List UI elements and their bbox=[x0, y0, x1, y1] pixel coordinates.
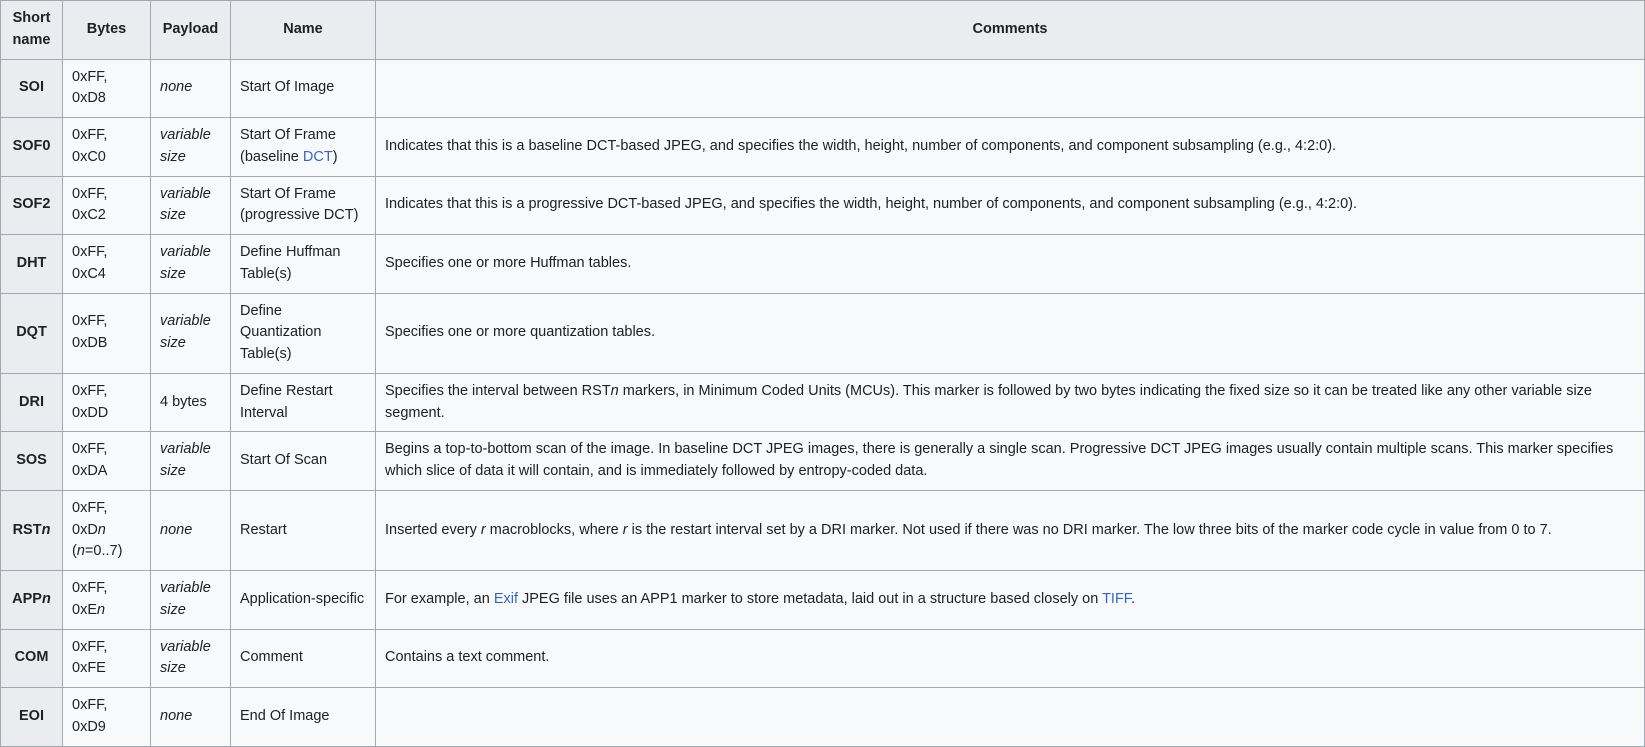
table-row bbox=[1, 571, 1645, 630]
short-name-text: APP bbox=[12, 590, 42, 607]
bytes-line1: 0xFF, bbox=[72, 499, 108, 516]
cell-payload bbox=[151, 293, 231, 373]
table-row bbox=[1, 688, 1645, 747]
bytes-var-n: n bbox=[97, 601, 106, 618]
cell-bytes: 0xFF, 0xD9 bbox=[63, 688, 151, 747]
cell-name: Start Of Scan bbox=[231, 432, 376, 491]
cell-comments bbox=[376, 59, 1645, 118]
comment-var-n: n bbox=[610, 382, 619, 399]
cell-name: End Of Image bbox=[231, 688, 376, 747]
cell-bytes: 0xFF, 0xD8 bbox=[63, 59, 151, 118]
name-text-suffix: ) bbox=[332, 148, 338, 165]
cell-short-name: SOF0 bbox=[1, 118, 63, 177]
comment-var-r1: r bbox=[480, 521, 486, 538]
comment-text-c: is the restart interval set by a DRI marker. Not used if there was no DRI marker. The low three bits of the marker code cycle in value from 0 to 7. bbox=[627, 521, 1552, 538]
cell-comments bbox=[376, 373, 1645, 432]
cell-short-name: COM bbox=[1, 629, 63, 688]
cell-payload bbox=[151, 118, 231, 177]
cell-comments bbox=[376, 688, 1645, 747]
cell-comments bbox=[376, 571, 1645, 630]
table-row bbox=[1, 235, 1645, 294]
payload-text-line1: variable bbox=[160, 580, 211, 596]
cell-comments: Indicates that this is a progressive DCT-based JPEG, and specifies the width, height, number of components, and component subsampling (e.g., 4:2:0). bbox=[376, 176, 1645, 235]
table-header bbox=[1, 1, 1645, 60]
payload-text-line1: variable bbox=[160, 127, 211, 143]
payload-text-line1: variable bbox=[160, 638, 211, 655]
payload-text-line1: variable bbox=[160, 313, 211, 330]
cell-comments: Contains a text comment. bbox=[376, 629, 1645, 688]
table-row bbox=[1, 629, 1645, 688]
comment-text-a: Specifies the interval between RST bbox=[385, 382, 611, 399]
cell-bytes: 0xFF, 0xDB bbox=[63, 293, 151, 373]
cell-short-name: SOI bbox=[1, 59, 63, 118]
cell-bytes: 0xFF, 0xC4 bbox=[63, 235, 151, 294]
cell-short-name bbox=[1, 490, 63, 570]
table-row bbox=[1, 118, 1645, 177]
comment-text-b: markers, in Minimum Coded Units (MCUs). This marker is followed by two bytes indicating the fixed size so it can be treated like any other variable size segment. bbox=[385, 382, 1592, 421]
comment-text-b: JPEG file uses an APP1 marker to store metadata, laid out in a structure based closely on bbox=[517, 590, 1103, 607]
cell-name: Start Of Image bbox=[231, 59, 376, 118]
cell-name: Define Huffman Table(s) bbox=[231, 235, 376, 294]
table-row bbox=[1, 59, 1645, 118]
cell-payload bbox=[151, 235, 231, 294]
column-header-payload: Payload bbox=[151, 1, 231, 60]
payload-text-line1: variable bbox=[160, 244, 211, 260]
payload-text-line2: size bbox=[160, 463, 186, 479]
cell-short-name: SOF2 bbox=[1, 176, 63, 235]
short-name-var-n: n bbox=[41, 521, 51, 538]
cell-name: Restart bbox=[231, 490, 376, 570]
cell-payload: none bbox=[151, 490, 231, 570]
comment-text-b: macroblocks, where bbox=[485, 521, 623, 538]
cell-name: Comment bbox=[231, 629, 376, 688]
bytes-text: 0xFF, 0xE bbox=[72, 580, 108, 618]
cell-short-name: DHT bbox=[1, 235, 63, 294]
cell-bytes bbox=[63, 490, 151, 570]
comment-var-r2: r bbox=[622, 521, 628, 538]
table-header-row bbox=[1, 1, 1645, 60]
cell-payload bbox=[151, 629, 231, 688]
column-header-comments: Comments bbox=[376, 1, 1645, 60]
cell-comments: Indicates that this is a baseline DCT-based JPEG, and specifies the width, height, number of components, and component subsampling (e.g., 4:2:0). bbox=[376, 118, 1645, 177]
column-header-short-name: Short name bbox=[1, 1, 63, 60]
name-text-prefix: Start Of Frame (baseline bbox=[240, 127, 336, 165]
bytes-var-n: n bbox=[97, 521, 106, 538]
cell-short-name: DRI bbox=[1, 373, 63, 432]
cell-name: Start Of Frame (progressive DCT) bbox=[231, 176, 376, 235]
table-row bbox=[1, 432, 1645, 491]
tiff-link[interactable]: TIFF bbox=[1102, 590, 1132, 607]
dct-link[interactable]: DCT bbox=[302, 148, 333, 165]
cell-short-name: SOS bbox=[1, 432, 63, 491]
comment-text-a: Inserted every bbox=[385, 521, 481, 538]
cell-name: Define Quantization Table(s) bbox=[231, 293, 376, 373]
payload-text-line2: size bbox=[160, 207, 186, 224]
comment-text-c: . bbox=[1131, 590, 1136, 607]
cell-short-name: EOI bbox=[1, 688, 63, 747]
table-body bbox=[1, 59, 1645, 746]
cell-payload bbox=[151, 571, 231, 630]
column-header-name: Name bbox=[231, 1, 376, 60]
cell-bytes bbox=[63, 571, 151, 630]
cell-payload bbox=[151, 176, 231, 235]
cell-bytes: 0xFF, 0xFE bbox=[63, 629, 151, 688]
column-header-bytes: Bytes bbox=[63, 1, 151, 60]
cell-bytes: 0xFF, 0xDD bbox=[63, 373, 151, 432]
cell-comments: Begins a top-to-bottom scan of the image. In baseline DCT JPEG images, there is generally a single scan. Progressive DCT JPEG images usually contain multiple scans. This marker specifies which slice of data it will contain, and is immediately followed by entropy-coded data. bbox=[376, 432, 1645, 491]
short-name-text: RST bbox=[12, 521, 42, 538]
table-row bbox=[1, 293, 1645, 373]
payload-text-line2: size bbox=[160, 265, 186, 282]
cell-name bbox=[231, 118, 376, 177]
cell-bytes: 0xFF, 0xC2 bbox=[63, 176, 151, 235]
cell-short-name: DQT bbox=[1, 293, 63, 373]
payload-text-line2: size bbox=[160, 601, 186, 618]
payload-text-line1: variable bbox=[160, 441, 211, 458]
payload-text-line2: size bbox=[160, 335, 186, 352]
bytes-line2: 0xD bbox=[72, 521, 98, 538]
cell-bytes: 0xFF, 0xC0 bbox=[63, 118, 151, 177]
bytes-line3-open: ( bbox=[72, 543, 77, 560]
exif-link[interactable]: Exif bbox=[493, 590, 518, 607]
table-row bbox=[1, 490, 1645, 570]
payload-text-line1: variable bbox=[160, 185, 211, 202]
bytes-line3-var-n: n bbox=[76, 543, 85, 560]
payload-text-line2: size bbox=[160, 148, 186, 165]
cell-payload: 4 bytes bbox=[151, 373, 231, 432]
cell-name: Application-specific bbox=[231, 571, 376, 630]
cell-payload bbox=[151, 432, 231, 491]
cell-comments: Specifies one or more Huffman tables. bbox=[376, 235, 1645, 294]
table-row bbox=[1, 176, 1645, 235]
cell-comments bbox=[376, 490, 1645, 570]
cell-comments: Specifies one or more quantization tables. bbox=[376, 293, 1645, 373]
cell-name: Define Restart Interval bbox=[231, 373, 376, 432]
comment-text-a: For example, an bbox=[385, 590, 494, 607]
cell-bytes: 0xFF, 0xDA bbox=[63, 432, 151, 491]
cell-payload: none bbox=[151, 688, 231, 747]
payload-text-line2: size bbox=[160, 660, 186, 677]
cell-short-name bbox=[1, 571, 63, 630]
bytes-line3-range: =0..7) bbox=[84, 543, 123, 560]
table-row bbox=[1, 373, 1645, 432]
short-name-var-n: n bbox=[41, 590, 51, 607]
cell-payload: none bbox=[151, 59, 231, 118]
